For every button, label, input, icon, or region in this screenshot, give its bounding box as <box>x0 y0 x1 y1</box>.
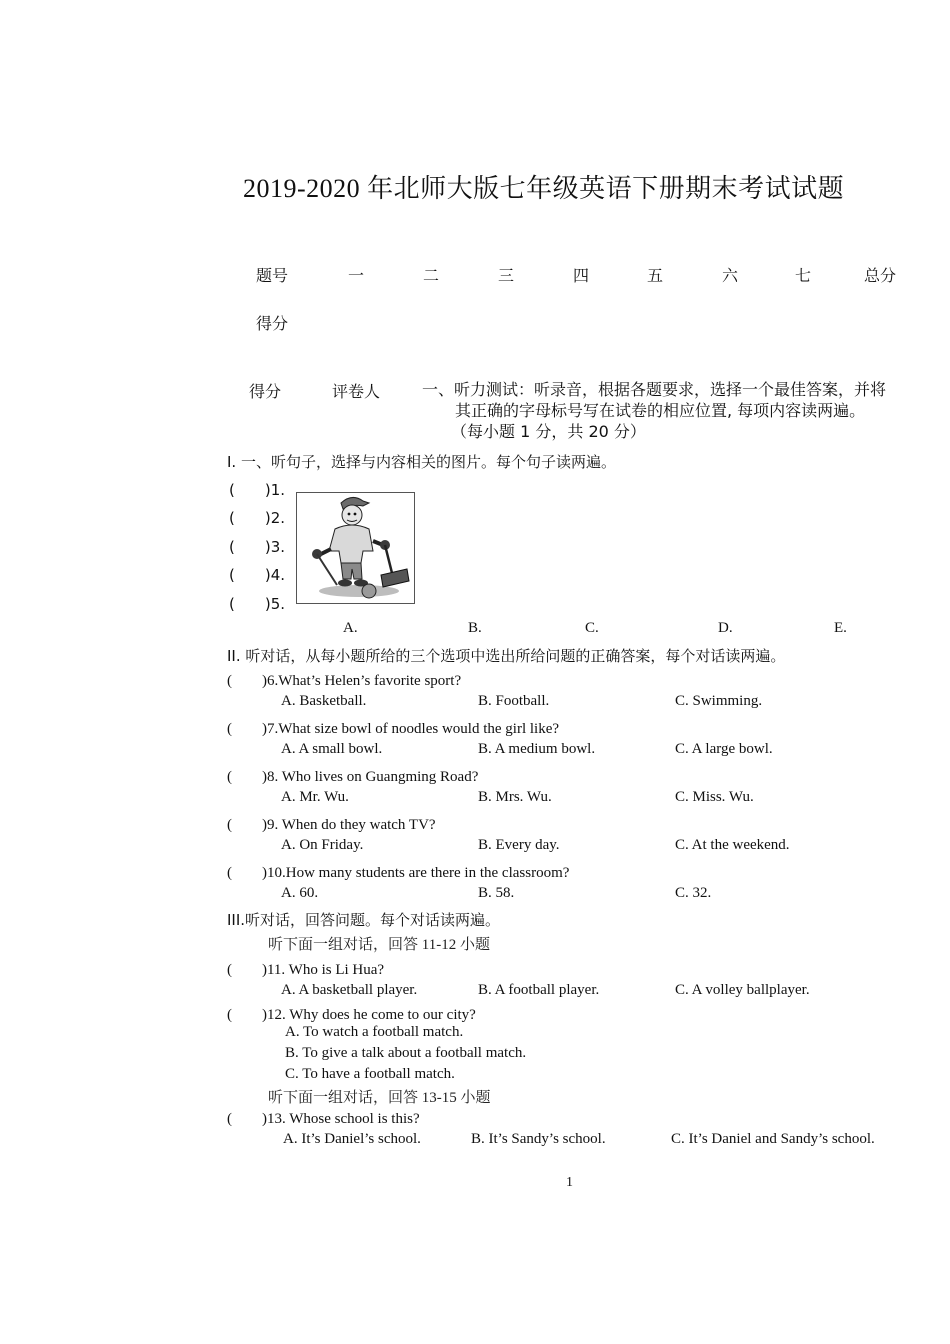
question: ( )13. Whose school is this? <box>227 1111 420 1127</box>
option-c: C. Miss. Wu. <box>675 789 754 805</box>
score-table-col: 四 <box>573 266 590 285</box>
group-instruction: 听下面一组对话，回答 11-12 小题 <box>268 937 490 953</box>
part1-instruction: （每小题 1 分，共 20 分） <box>451 422 646 441</box>
score-table-col: 七 <box>795 266 812 285</box>
score-table-row-label: 得分 <box>256 314 289 333</box>
option-a: A. A basketball player. <box>281 982 418 998</box>
answer-blank: ( )3. <box>229 538 286 556</box>
option-a: A. On Friday. <box>281 837 364 853</box>
page-number: 1 <box>566 1175 573 1190</box>
picture-option-letter: A. <box>343 620 358 636</box>
option-b: B. 58. <box>478 885 515 901</box>
option-b: B. A football player. <box>478 982 600 998</box>
answer-blank: ( )5. <box>229 595 286 613</box>
option-c: C. A volley ballplayer. <box>675 982 810 998</box>
score-table-col: 一 <box>348 266 365 285</box>
question: ( )11. Who is Li Hua? <box>227 962 385 978</box>
illustration-image <box>296 492 415 604</box>
picture-option-letter: C. <box>585 620 599 636</box>
option-b: B. A medium bowl. <box>478 741 596 757</box>
group-instruction: 听下面一组对话，回答 13-15 小题 <box>268 1090 491 1106</box>
option-a: A. Mr. Wu. <box>281 789 349 805</box>
question: ( )8. Who lives on Guangming Road? <box>227 769 479 785</box>
score-table-col: 三 <box>498 266 515 285</box>
option-a: A. A small bowl. <box>281 741 383 757</box>
section-heading: III.听对话，回答问题。每个对话读两遍。 <box>227 911 501 929</box>
score-table-col: 五 <box>647 266 664 285</box>
score-table-row-label: 题号 <box>256 266 289 285</box>
part1-instruction: 一、听力测试：听录音，根据各题要求，选择一个最佳答案，并将 <box>422 380 887 399</box>
grader-reviewer-label: 评卷人 <box>332 382 381 401</box>
picture-option-letter: E. <box>834 620 847 636</box>
answer-blank: ( )2. <box>229 509 286 527</box>
option-c: C. 32. <box>675 885 712 901</box>
option-c: C. To have a football match. <box>285 1066 455 1082</box>
picture-option-letter: B. <box>468 620 482 636</box>
page-title: 2019-2020 年北师大版七年级英语下册期末考试试题 <box>243 174 845 203</box>
score-table-col: 总分 <box>864 266 897 285</box>
option-a: A. To watch a football match. <box>285 1024 464 1040</box>
option-b: B. To give a talk about a football match. <box>285 1045 527 1061</box>
option-c: C. Swimming. <box>675 693 763 709</box>
option-b: B. Every day. <box>478 837 560 853</box>
section-heading: II. 听对话，从每小题所给的三个选项中选出所给问题的正确答案，每个对话读两遍。 <box>227 647 786 665</box>
answer-blank: ( )4. <box>229 566 286 584</box>
question: ( )12. Why does he come to our city? <box>227 1007 476 1023</box>
score-table-col: 二 <box>423 266 440 285</box>
question: ( )9. When do they watch TV? <box>227 817 436 833</box>
option-a: A. Basketball. <box>281 693 367 709</box>
question: ( )6.What’s Helen’s favorite sport? <box>227 673 462 689</box>
option-c: C. A large bowl. <box>675 741 773 757</box>
option-a: A. 60. <box>281 885 319 901</box>
option-a: A. It’s Daniel’s school. <box>283 1131 421 1147</box>
part1-instruction: 其正确的字母标号写在试卷的相应位置, 每项内容读两遍。 <box>455 401 866 420</box>
question: ( )10.How many students are there in the classroom? <box>227 865 570 881</box>
question: ( )7.What size bowl of noodles would the girl like? <box>227 721 560 737</box>
answer-blank: ( )1. <box>229 481 286 499</box>
section-heading: I. 一、听句子，选择与内容相关的图片。每个句子读两遍。 <box>227 453 616 471</box>
option-c: C. At the weekend. <box>675 837 790 853</box>
option-b: B. Mrs. Wu. <box>478 789 552 805</box>
grader-score-label: 得分 <box>249 382 282 401</box>
score-table-col: 六 <box>722 266 739 285</box>
picture-option-letter: D. <box>718 620 733 636</box>
option-b: B. It’s Sandy’s school. <box>471 1131 606 1147</box>
person-sweeping-icon <box>297 493 414 603</box>
option-c: C. It’s Daniel and Sandy’s school. <box>671 1131 875 1147</box>
option-b: B. Football. <box>478 693 550 709</box>
